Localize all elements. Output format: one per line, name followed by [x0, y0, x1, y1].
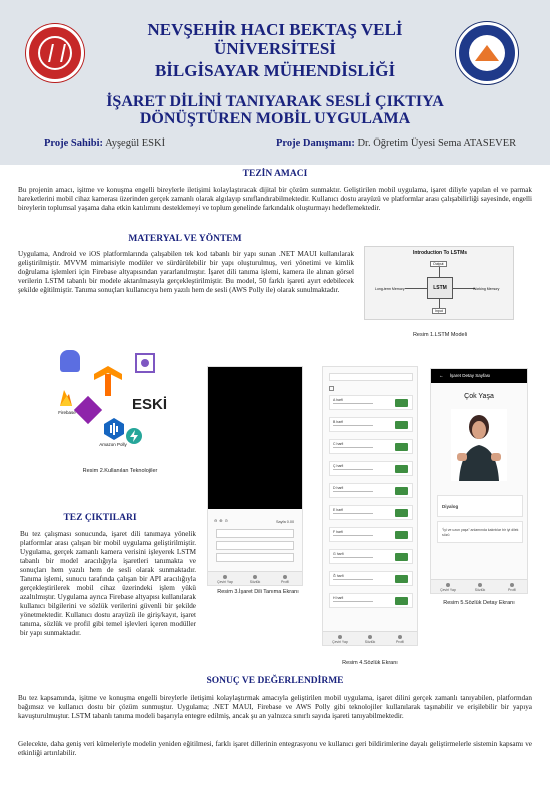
section-title-materyal: MATERYAL VE YÖNTEM [128, 234, 242, 244]
section-text-sonuc-1: Bu tez kapsamında, işitme ve konuşma engelli bireylerle iletişimi kolaylaştırmak amacıyla geliştirilen mobil uygulama, işaret dilini gerçek zamanlı tanıyabilen, platformdan bağımsız ve kullanıcı dostu bir çözüm sunmuştur. Uygulama; .NET MAUI, Firebase ve AWS Polly gibi teknolojiler kullanılarak taşınabilir ve erişilebilir bir yapıya kavuşturulmuştur. LSTM tabanlı tanıma modeli başarıyla entegre edilmiş, ancak şu an yalnızca sınırlı sayıda işareti tanıyabilmektedir. [18, 694, 532, 720]
tensorflow-icon [94, 366, 122, 396]
advisor-label: Proje Danışmanı: [276, 138, 355, 149]
lstm-output: Output [430, 261, 447, 267]
bottom-nav [208, 571, 302, 585]
figure-caption-tech: Resim 2.Kullanılan Teknolojiler [82, 468, 158, 474]
owner-label: Proje Sahibi: [44, 138, 104, 149]
amazon-polly-icon [104, 418, 124, 440]
university-name-line1: NEVŞEHİR HACI BEKTAŞ VELİ [147, 20, 403, 39]
section-text-materyal: Uygulama, Android ve iOS platformlarında çalışabilen tek kod tabanlı bir yapı sunan .NET MAUI kullanılarak geliştirilmiştir. MVVM mimarisiyle modüler ve sürdürülebilir bir yapı oluşturulmuş, veri yönetimi ve kimlik doğrulama işlemleri için Firebase altyapısından yararlanılmıştır. İşaret dili tanıma işlemi, kamera ile alınan görsel verilerin LSTM tabanlı bir modele aktarılmasıyla gerçekleştirilmiştir. Bu model, 50 farklı işareti ayırt edebilecek şekilde eğitilmiştir. Tanıma sonuçları kullanıcıya hem yazılı hem de sesli (AWS Polly ile) olarak sunulmaktadır. [18, 250, 354, 294]
amazon-polly-label: Amazon Polly [99, 442, 127, 447]
nav-dictionary[interactable]: Sözlük [246, 575, 264, 584]
nav-translate[interactable]: Çeviri Yap [439, 583, 457, 592]
figure-caption-detail: Resim 5.Sözlük Detay Ekranı [443, 600, 515, 606]
eski-logo-text: ESKİ [132, 396, 168, 413]
nav-dictionary[interactable]: Sözlük [361, 635, 379, 644]
camera-preview [208, 367, 302, 509]
section-text-sonuc-2: Gelecekte, daha geniş veri kümeleriyle modelin yeniden eğitilmesi, farklı işaret dillerinin entegrasyonu ve kullanıcı geri bildirimlerine dayalı geliştirmelerle sistemin kapsamı ve etkinliği artırılabilir. [18, 740, 532, 757]
section-text-tez: Bu tez çalışması sonucunda, işaret dili tanımaya yönelik platformlar arası çalışan bir mobil uygulama geliştirilmiştir. Uygulama, gerçek zamanlı kamera verisini işleyerek LSTM tabanlı bir model aracılığıyla işaretleri tanımakta ve sonuçları hem yazılı hem de sesli olarak sunmaktadır. Tanıma işlemi, sunucu tarafında çalışan bir API aracılığıyla gerçekleştirilerek mobil cihaz üzerindeki işlem yükü azaltılmıştır. Uygulama ayrıca Firebase altyapısı kullanılarak kullanıcı bilgilerini ve sözlük verilerini güvenli bir şekilde yönetmektedir. Kullanıcı dostu arayüzü ile giriş/kayıt, işaret tanıma, sözlük ve profil gibi temel işlevleri içeren modüller bir yapı sunmaktadır. [20, 530, 196, 637]
lstm-arrow-right [453, 288, 475, 289]
detail-bar-title: İşaret Detay Sayfası [449, 373, 491, 378]
flash-icon [126, 428, 142, 444]
list-item[interactable]: B harfi [329, 417, 413, 432]
category-card [437, 495, 523, 517]
bottom-nav [323, 631, 417, 645]
lstm-diagram [364, 246, 514, 320]
lstm-input: Input [432, 308, 446, 314]
department-name: BİLGİSAYAR MÜHENDİSLİĞİ [154, 61, 396, 80]
record-control[interactable] [216, 553, 294, 562]
figure-caption-lstm: Resim 1.LSTM Modeli [412, 332, 468, 338]
lstm-logo-icon [134, 352, 156, 374]
project-owner [44, 138, 165, 149]
list-item[interactable]: Ç harfi [329, 461, 413, 476]
nav-profile[interactable]: Profil [503, 583, 521, 592]
speech-output-field[interactable] [216, 541, 294, 550]
list-item[interactable]: Ğ harfi [329, 571, 413, 586]
sign-word: Çok Yaşa [464, 393, 494, 400]
sign-demo-image [451, 409, 507, 481]
project-advisor [276, 138, 516, 149]
bottom-nav [431, 579, 527, 593]
section-text-amac: Bu projenin amacı, işitme ve konuşma engelli bireylerle iletişimi kolaylaştıracak dijital bir çözüm sunmaktır. Geliştirilen mobil uygulama, işaret diliyle yapılan el ve parmak hareketlerini mobil cihaz kamerası üzerinden gerçek zamanlı olarak algılayıp sınıflandırabilmektedir. Kullanıcı dostu arayüzü ve platformlar arası çalışabilirliği sayesinde, engelli bireylerin toplumsal yaşama daha etkin katılımını desteklemeyi ve toplum genelinde farkındalık oluşturmayı hedeflemektedir. [18, 186, 532, 212]
section-title-sonuc: SONUÇ VE DEĞERLENDİRME [206, 676, 344, 686]
description-card [437, 521, 523, 543]
list-item[interactable]: H harfi [329, 593, 413, 608]
section-title-amac: TEZİN AMACI [242, 169, 308, 179]
recognition-screen [207, 366, 303, 586]
department-logo-icon [456, 22, 518, 84]
nav-translate[interactable]: Çeviri Yap [331, 635, 349, 644]
list-item[interactable]: F harfi [329, 527, 413, 542]
search-input[interactable] [329, 373, 413, 381]
lstm-title: Introduction To LSTMs [412, 250, 468, 256]
lstm-cell: LSTM [427, 277, 453, 299]
owner-name: Ayşegül ESKİ [105, 138, 166, 149]
recognized-text-field[interactable] [216, 529, 294, 538]
dictionary-screen [322, 366, 418, 646]
lstm-arrow-left [405, 288, 427, 289]
zoom-icons[interactable]: ⊖ ⊕ ⊙ [214, 519, 228, 523]
aws-diamond-icon [74, 396, 102, 424]
university-logo-icon [26, 24, 84, 82]
section-title-tez: TEZ ÇIKTILARI [63, 513, 137, 523]
lstm-arrow-down [439, 299, 440, 308]
filter-checkbox[interactable] [329, 386, 334, 391]
category-value: Diyalog [442, 504, 459, 509]
detail-screen [430, 368, 528, 594]
firebase-icon [58, 388, 74, 408]
detail-top-bar [431, 369, 527, 383]
description-text: "İyi ve uzun yaşa" anlamında kalıntılar bir iyi dilek sözü [442, 528, 519, 537]
lstm-working: Working Memory [473, 287, 500, 291]
page-counter: Sayfa 0.00 [276, 520, 295, 524]
nav-profile[interactable]: Profil [391, 635, 409, 644]
list-item[interactable]: G harfi [329, 549, 413, 564]
figure-caption-recognition: Resim 3.İşaret Dili Tanıma Ekranı [217, 589, 299, 595]
university-name-line2: ÜNİVERSİTESİ [214, 39, 336, 58]
list-item[interactable]: D harfi [329, 483, 413, 498]
project-title-line2: DÖNÜŞTÜREN MOBİL UYGULAMA [139, 110, 411, 127]
nav-translate[interactable]: Çeviri Yap [216, 575, 234, 584]
nav-dictionary[interactable]: Sözlük [471, 583, 489, 592]
dotnet-bot-icon [60, 350, 80, 372]
list-item[interactable]: E harfi [329, 505, 413, 520]
lstm-arrow-up [439, 267, 440, 277]
list-item[interactable]: A harfi [329, 395, 413, 410]
nav-profile[interactable]: Profil [276, 575, 294, 584]
figure-caption-dictionary: Resim 4.Sözlük Ekranı [342, 660, 398, 666]
list-item[interactable]: C harfi [329, 439, 413, 454]
advisor-name: Dr. Öğretim Üyesi Sema ATASEVER [357, 138, 517, 149]
back-arrow-icon[interactable]: ← [439, 373, 444, 378]
project-title-line1: İŞARET DİLİNİ TANIYARAK SESLİ ÇIKTIYA [106, 93, 444, 110]
firebase-label: Firebase [58, 410, 76, 415]
lstm-long-term: Long-term Memory [375, 287, 405, 291]
